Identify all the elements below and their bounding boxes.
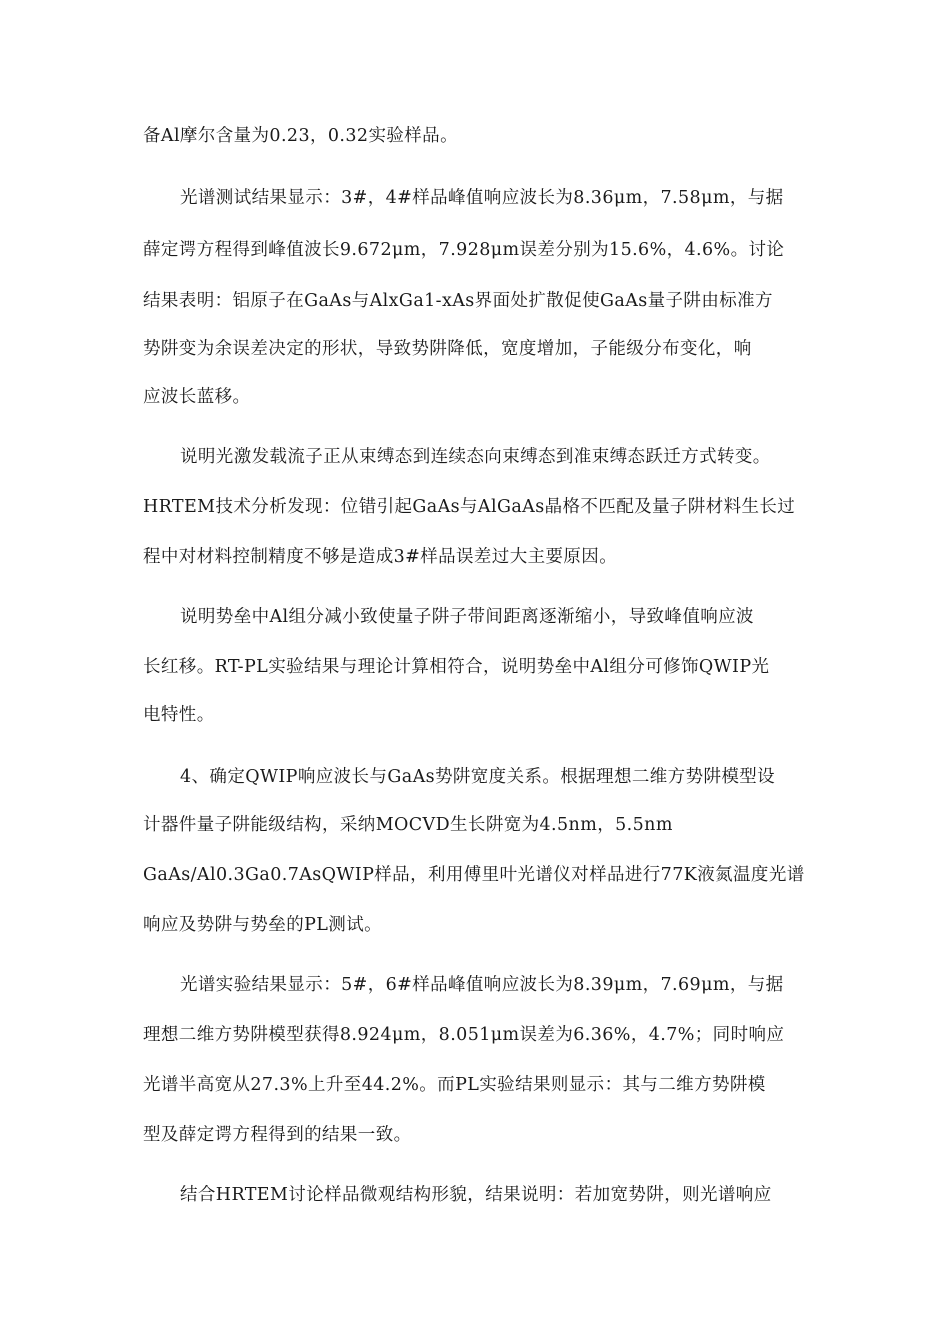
text-line: HRTEM技术分析发现：位错引起GaAs与AlGaAs晶格不匹配及量子阱材料生长过	[143, 497, 796, 517]
text-line: 电特性。	[143, 705, 215, 725]
text-line: 应波长蓝移。	[143, 387, 251, 407]
text-line: 说明势垒中Al组分减小致使量子阱子带间距离逐渐缩小，导致峰值响应波	[180, 607, 754, 627]
text-line: 说明光激发载流子正从束缚态到连续态向束缚态到准束缚态跃迁方式转变。	[180, 447, 771, 467]
text-line: 程中对材料控制精度不够是造成3#样品误差过大主要原因。	[143, 547, 618, 567]
text-line: GaAs/Al0.3Ga0.7AsQWIP样品，利用傅里叶光谱仪对样品进行77K液氮温度光谱	[143, 865, 805, 885]
text-line: 4、确定QWIP响应波长与GaAs势阱宽度关系。根据理想二维方势阱模型设	[180, 767, 776, 787]
text-line: 型及薛定谔方程得到的结果一致。	[143, 1125, 412, 1145]
text-line: 计器件量子阱能级结构，采纳MOCVD生长阱宽为4.5nm，5.5nm	[143, 815, 673, 835]
text-line: 理想二维方势阱模型获得8.924μm，8.051μm误差为6.36%，4.7%；同时响应	[143, 1025, 785, 1045]
text-line: 响应及势阱与势垒的PL测试。	[143, 915, 382, 935]
text-line: 光谱半高宽从27.3%上升至44.2%。而PL实验结果则显示：其与二维方势阱模	[143, 1075, 766, 1095]
text-line: 光谱实验结果显示：5#，6#样品峰值响应波长为8.39μm，7.69μm，与据	[180, 975, 784, 995]
text-line: 薛定谔方程得到峰值波长9.672μm，7.928μm误差分别为15.6%，4.6%。讨论	[143, 240, 785, 260]
text-line: 势阱变为余误差决定的形状，导致势阱降低，宽度增加，子能级分布变化，响	[143, 339, 752, 359]
text-line: 备Al摩尔含量为0.23，0.32实验样品。	[143, 126, 458, 146]
text-line: 结果表明：铝原子在GaAs与AlxGa1-xAs界面处扩散促使GaAs量子阱由标准方	[143, 291, 773, 311]
text-line: 结合HRTEM讨论样品微观结构形貌，结果说明：若加宽势阱，则光谱响应	[180, 1185, 772, 1205]
text-line: 长红移。RT-PL实验结果与理论计算相符合，说明势垒中Al组分可修饰QWIP光	[143, 657, 770, 677]
text-line: 光谱测试结果显示：3#，4#样品峰值响应波长为8.36μm，7.58μm，与据	[180, 188, 784, 208]
